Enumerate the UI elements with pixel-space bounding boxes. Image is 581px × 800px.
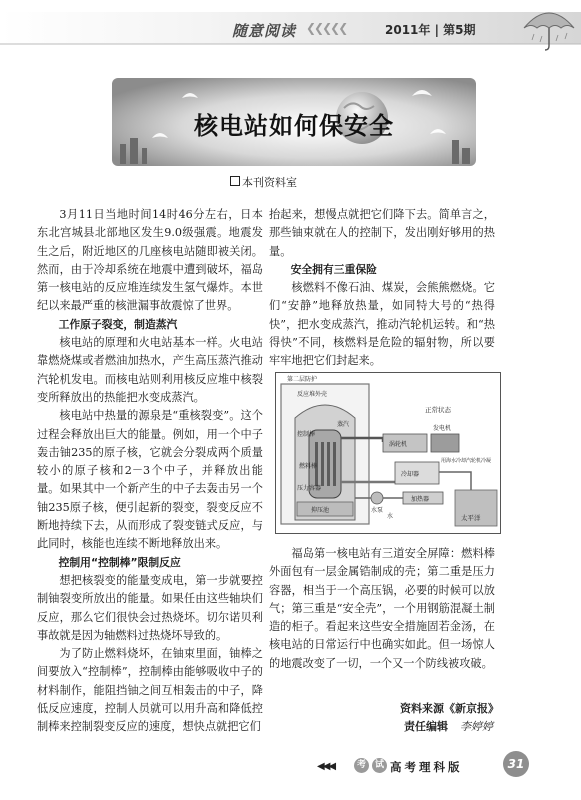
paragraph: 核燃料不像石油、煤炭，会熊熊燃烧。它们“安静”地释放热量，如同特大号的“热得快”，把水变成蒸汽，推动汽轮机运转。和“热得快”不同，核燃料是危险的辐射物，所以要牢牢地把它们封起来。 — [269, 281, 495, 368]
issue-label: 2011年 | 第5期 — [385, 23, 476, 37]
label-heater: 加热器 — [411, 496, 430, 503]
paragraph: 为了防止燃料烧坏，在铀束里面，铀棒之间要放入“控制棒”，控制棒由能够吸收中子的材料制作，能阻挡铀之间互相轰击的中子，降低反应速度，控制人员就可以用升高和降低控制棒来控制裂变反应的速度，想快点就把它们 — [37, 647, 263, 734]
label-generator: 发电机 — [433, 425, 452, 432]
left-column — [37, 206, 263, 737]
label-pump: 水泵 — [371, 507, 384, 514]
label-fuel-rod: 燃料棒 — [299, 463, 318, 470]
label-barrier2: 第二层防护 — [287, 376, 318, 383]
footer-char-1: 考 — [354, 758, 369, 773]
label-cooling-note: 用海水冷却汽轮机冷凝 — [441, 458, 492, 464]
paragraph: 想把核裂变的能量变成电，第一步就要控制铀裂变所放出的能量。如果任由这些轴块们反应，那么它们很快会过热烧坏。切尔诺贝利事故就是因为轴燃料过热烧坏导致的。 — [37, 573, 263, 642]
section-heading: 安全拥有三重保险 — [290, 262, 377, 276]
square-icon — [230, 176, 240, 186]
article-title: 核电站如何保安全 — [194, 112, 394, 140]
label-suppress: 抑压池 — [311, 507, 330, 514]
paragraph: 福岛第一核电站有三道安全屏障：燃料棒外面包有一层金属锆制成的壳；第二重是压力容器，相当于一个高压锅，必要的时候可以放气；第三重是“安全壳”，一个用钢筋混凝土制造的柜子。看起来这些安全措施固若金汤，在核电站的日常运行中也确实如此。但一场惊人的地震改变了一切，一个又一个防线被攻破。 — [269, 547, 495, 670]
chevrons-icon: ❮❮❮❮❮ — [306, 21, 347, 35]
source-line: 资料来源《新京报》 — [400, 702, 499, 715]
right-column-top — [269, 206, 495, 371]
label-control-rod: 控制棒 — [297, 431, 316, 438]
editor-name: 李婷婷 — [460, 720, 493, 733]
editor-label: 责任编辑 — [404, 720, 448, 733]
column-name: 随意阅读 — [232, 22, 297, 40]
section-heading: 工作原子裂变，制造蒸汽 — [58, 317, 178, 331]
label-reactor-shell: 反应堆外壳 — [297, 391, 328, 398]
paragraph: 抬起来，想慢点就把它们降下去。简单言之，那些铀束就在人的控制下，发出刚好够用的热量。 — [269, 208, 495, 258]
section-heading: 控制用“控制棒”限制反应 — [58, 555, 181, 569]
byline-text: 本刊资料室 — [242, 176, 297, 189]
reactor-diagram — [275, 372, 501, 534]
label-water: 水 — [387, 513, 394, 520]
label-normal: 正常状态 — [425, 406, 451, 414]
label-steam: 蒸汽 — [337, 421, 350, 428]
byline — [230, 174, 297, 190]
umbrella-icon — [520, 4, 578, 52]
paragraph: 3月11日当地时间14时46分左右，日本东北宫城县北部地区发生9.0级强震。地震发生之后，附近地区的几座核电站随即被关闭。然而，由于冷却系统在地震中遭到破坏，福岛第一核电站的反应堆连续发生氢气爆炸。本世纪以来最严重的核泄漏事故震惊了世界。 — [37, 208, 263, 313]
pump-shape — [371, 492, 383, 504]
right-column-bottom — [269, 545, 495, 673]
footer-char-2: 试 — [372, 758, 387, 773]
editor-line — [404, 718, 493, 734]
label-condenser: 冷却器 — [401, 471, 420, 478]
paragraph: 核电站中热量的源泉是“重核裂变”。这个过程会释放出巨大的能量。例如，用一个中子轰击铀235的原子核，它就会分裂成两个质量较小的原子核和2－3个中子，并释放出能量。如果其中一个新产生的中子去轰击另一个铀235原子核，便引起新的裂变，裂变反应不断地持续下去，从而形成了裂变链式反应，与此同时，核能也连续不断地释放出来。 — [37, 409, 263, 551]
generator-shape — [431, 434, 459, 452]
arrows-icon: ◀◀◀ — [317, 761, 335, 772]
label-sea: 太平洋 — [461, 514, 481, 522]
page-number: 31 — [503, 751, 529, 777]
footer-magazine-name: 高考理科版 — [390, 760, 463, 774]
label-pressure-vessel: 压力容器 — [297, 485, 322, 492]
label-turbine: 涡轮机 — [389, 441, 408, 448]
paragraph: 核电站的原理和火电站基本一样。火电站靠燃烧煤或者燃油加热水，产生高压蒸汽推动汽轮机发电。而核电站则利用核反应堆中核裂变所释放出的热能把水变成蒸汽。 — [37, 336, 263, 404]
